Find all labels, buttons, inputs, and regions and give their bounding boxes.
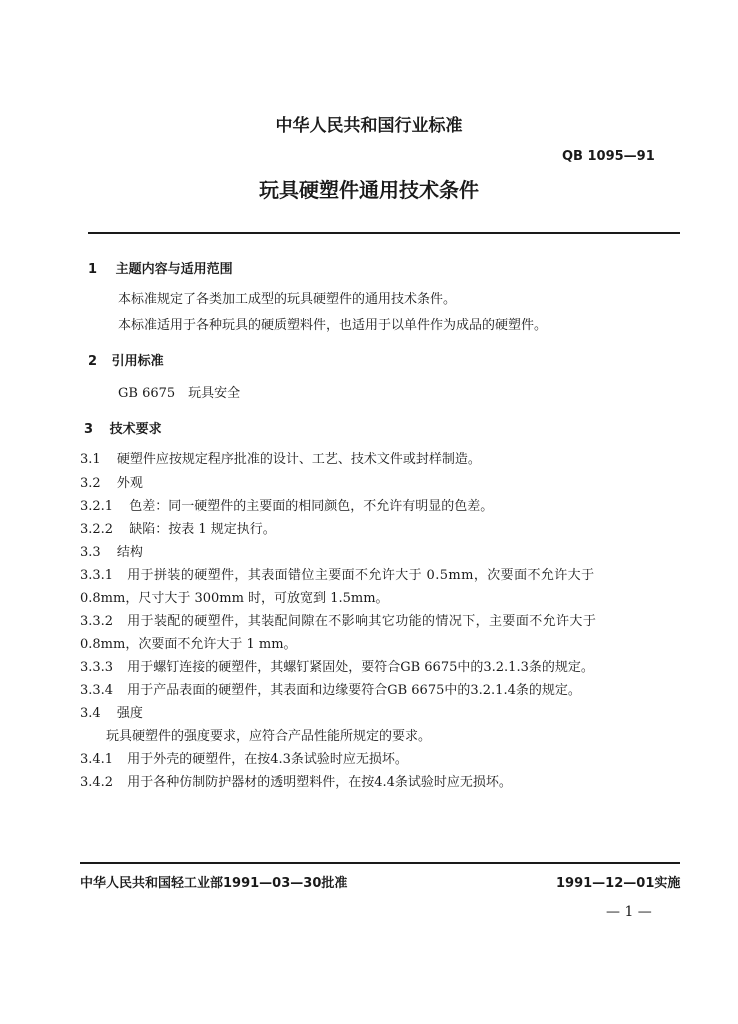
clause-3-4-1	[80, 752, 408, 768]
header-divider	[88, 232, 680, 234]
clause-number: 3.3.3	[80, 660, 114, 675]
clause-3-2-1	[80, 499, 493, 515]
section-title: 技术要求	[109, 422, 162, 437]
clause-number: 3.3.2	[80, 614, 114, 629]
section-number: 3	[84, 422, 94, 437]
clause-text: 用于螺钉连接的硬塑件，其螺钉紧固处，要符合GB 6675中的3.2.1.3条的规定。	[127, 660, 594, 675]
clause-number: 3.2.2	[80, 522, 114, 537]
clause-text: 硬塑件应按规定程序批准的设计、工艺、技术文件或封样制造。	[116, 452, 481, 467]
clause-text: 用于产品表面的硬塑件，其表面和边缘要符合GB 6675中的3.2.1.4条的规定。	[127, 683, 581, 698]
issuing-organization: 中华人民共和国行业标准	[275, 116, 463, 136]
section-1-heading	[88, 262, 233, 278]
clause-3-3-1	[80, 568, 676, 584]
clause-3-3-4	[80, 683, 581, 699]
section-3-heading	[84, 422, 162, 438]
clause-continuation: 0.8mm，尺寸大于 300mm 时，可放宽到 1.5mm。	[80, 591, 389, 606]
clause-text: 用于装配的硬塑件，其装配间隙在不影响其它功能的情况下，主要面不允许大于	[127, 614, 597, 629]
section-number: 1	[88, 262, 98, 277]
clause-number: 3.1	[80, 452, 101, 467]
clause-text: 外观	[116, 476, 143, 491]
page-number: — 1 —	[606, 904, 652, 920]
clause-number: 3.3	[80, 545, 101, 560]
clause-number: 3.3.4	[80, 683, 114, 698]
clause-text: 强度	[116, 706, 143, 721]
effective-date: 1991—12—01实施	[556, 876, 681, 891]
approval-statement: 中华人民共和国轻工业部1991—03—30批准	[80, 876, 348, 891]
reference-item: GB 6675 玩具安全	[118, 386, 241, 401]
clause-text: 用于拼装的硬塑件，其表面错位主要面不允许大于 0.5mm，次要面不允许大于	[127, 568, 595, 583]
clause-text: 色差：同一硬塑件的主要面的相同颜色，不允许有明显的色差。	[129, 499, 494, 514]
clause-number: 3.3.1	[80, 568, 114, 583]
section-title: 主题内容与适用范围	[115, 262, 233, 277]
clause-3-3	[80, 545, 143, 561]
clause-3-4	[80, 706, 143, 722]
clause-number: 3.4	[80, 706, 101, 721]
clause-3-2-2	[80, 522, 276, 538]
clause-text: 用于外壳的硬塑件，在按4.3条试验时应无损坏。	[127, 752, 408, 767]
clause-3-1	[80, 452, 481, 468]
clause-text: 用于各种仿制防护器材的透明塑料件，在按4.4条试验时应无损坏。	[127, 775, 512, 790]
footer-divider	[80, 862, 680, 864]
section-2-heading	[88, 354, 164, 370]
section-number: 2	[88, 354, 98, 369]
section-title: 引用标准	[111, 354, 164, 369]
paragraph: 本标准规定了各类加工成型的玩具硬塑件的通用技术条件。	[118, 292, 457, 307]
clause-continuation: 0.8mm，次要面不允许大于 1 mm。	[80, 637, 297, 652]
paragraph: 本标准适用于各种玩具的硬质塑料件，也适用于以单件作为成品的硬塑件。	[118, 318, 548, 333]
clause-3-3-2	[80, 614, 676, 630]
paragraph: 玩具硬塑件的强度要求，应符合产品性能所规定的要求。	[106, 729, 432, 744]
clause-3-4-2	[80, 775, 512, 791]
clause-text: 结构	[116, 545, 143, 560]
clause-number: 3.2.1	[80, 499, 114, 514]
clause-number: 3.4.1	[80, 752, 114, 767]
clause-3-3-3	[80, 660, 594, 676]
clause-number: 3.2	[80, 476, 101, 491]
clause-text: 缺陷：按表 1 规定执行。	[129, 522, 276, 537]
standard-code: QB 1095—91	[562, 149, 655, 164]
clause-3-2	[80, 476, 143, 492]
document-title: 玩具硬塑件通用技术条件	[259, 178, 479, 202]
clause-number: 3.4.2	[80, 775, 114, 790]
